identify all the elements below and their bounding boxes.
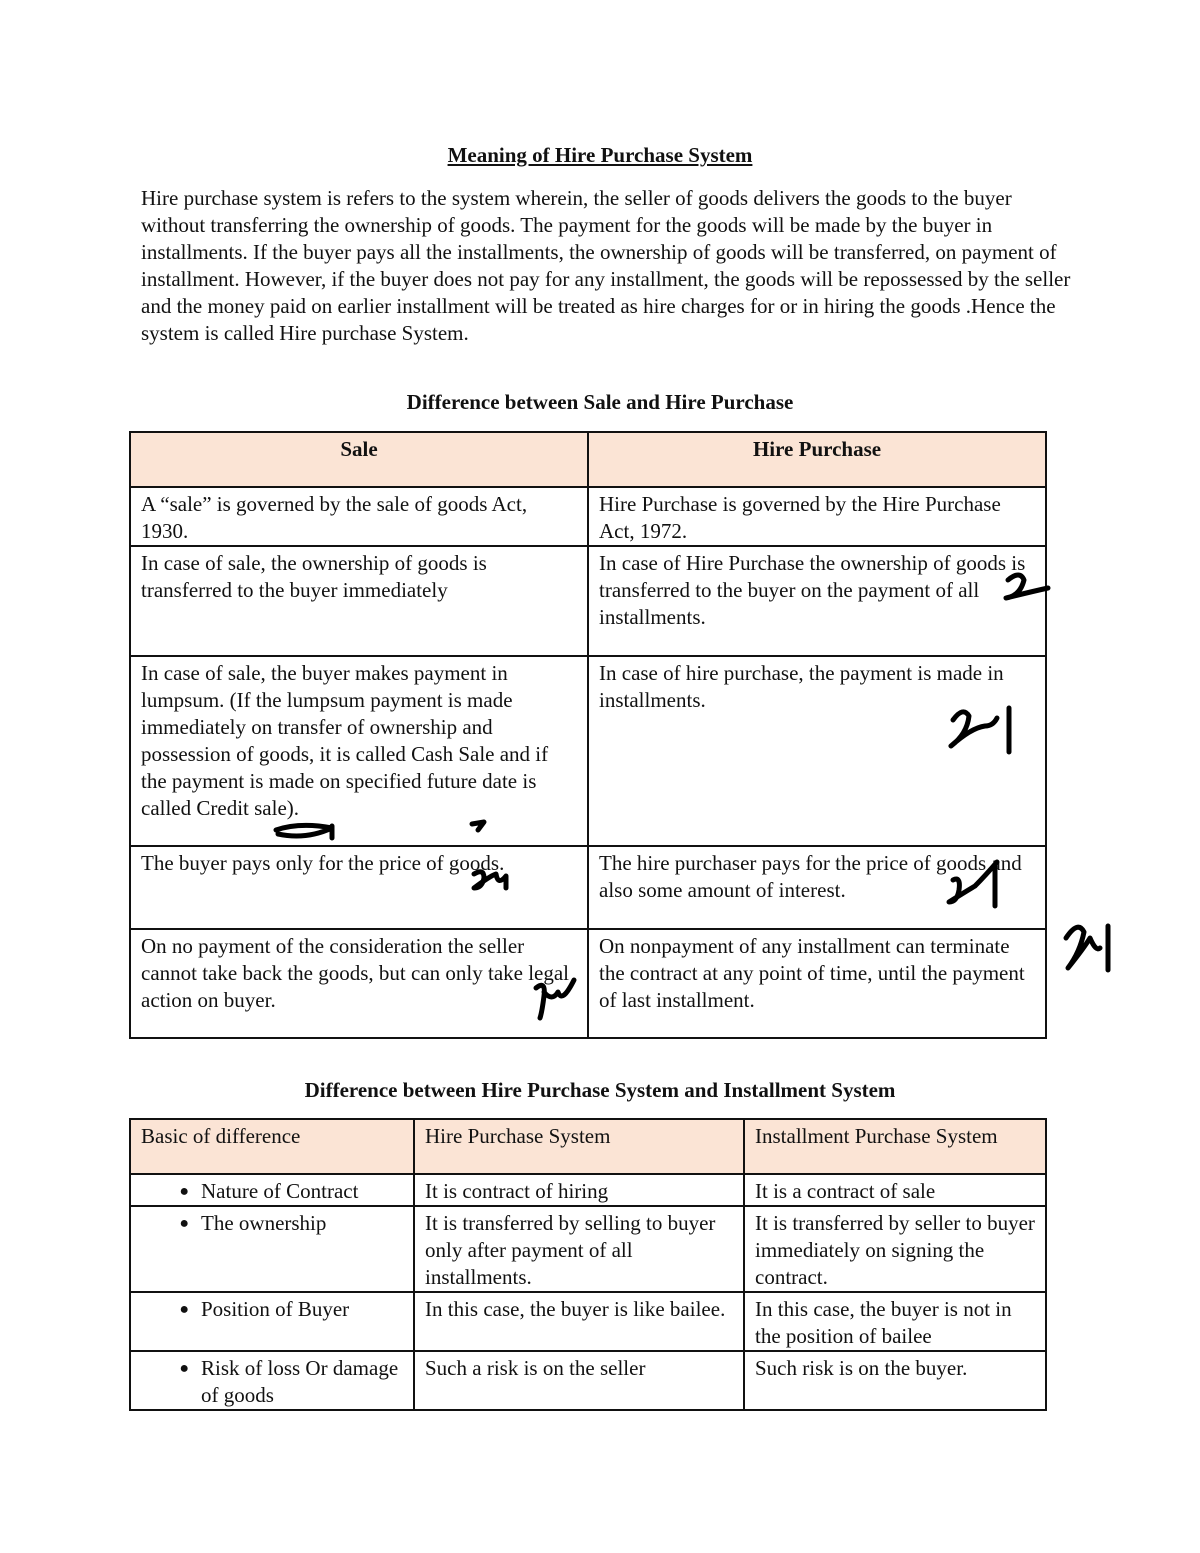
table-row [130, 1206, 1046, 1292]
table-row [130, 546, 1046, 656]
table-cell: It is transferred by seller to buyer immediately on signing the contract. [744, 1206, 1046, 1292]
header-basis: Basic of difference [130, 1119, 414, 1174]
table-cell: Such risk is on the buyer. [744, 1351, 1046, 1410]
table-row [130, 1351, 1046, 1410]
table-cell: Hire Purchase is governed by the Hire Purchase Act, 1972. [588, 487, 1046, 546]
table-header-row [130, 432, 1046, 487]
header-hire-purchase-system: Hire Purchase System [414, 1119, 744, 1174]
table-cell: The hire purchaser pays for the price of goods and also some amount of interest. [588, 846, 1046, 929]
handwritten-mark-icon [530, 972, 580, 1022]
page-title: Meaning of Hire Purchase System [447, 143, 753, 167]
table-cell: In case of hire purchase, the payment is made in installments. [588, 656, 1046, 846]
table-cell: On nonpayment of any installment can terminate the contract at any point of time, until the payment of last installment. [588, 929, 1046, 1038]
table-cell: In case of Hire Purchase the ownership of goods is transferred to the buyer on the payment of all installments. [588, 546, 1046, 656]
table-row [130, 929, 1046, 1038]
header-installment-system: Installment Purchase System [744, 1119, 1046, 1174]
table-row [130, 1174, 1046, 1206]
table-cell: It is a contract of sale [744, 1174, 1046, 1206]
table-cell: A “sale” is governed by the sale of goods Act, 1930. [130, 487, 588, 546]
header-hire-purchase: Hire Purchase [588, 432, 1046, 487]
basis-label: Nature of Contract [201, 1179, 359, 1203]
basis-label: Position of Buyer [201, 1297, 350, 1321]
table-row [130, 487, 1046, 546]
table-cell [130, 1174, 414, 1206]
bullet-icon: ● [179, 1215, 189, 1232]
table-cell: In this case, the buyer is not in the position of bailee [744, 1292, 1046, 1351]
sale-vs-hire-purchase-heading: Difference between Sale and Hire Purchase [406, 390, 794, 414]
table-row [130, 1292, 1046, 1351]
basis-label: Risk of loss Or damage of goods [201, 1356, 399, 1407]
table-header-row [130, 1119, 1046, 1174]
basis-label: The ownership [201, 1211, 327, 1235]
handwritten-mark-icon [470, 866, 515, 894]
handwritten-mark-icon [468, 816, 490, 834]
hire-purchase-vs-installment-heading: Difference between Hire Purchase System and Installment System [304, 1078, 896, 1102]
sale-vs-hire-purchase-table [129, 431, 1047, 1039]
table-cell: The buyer pays only for the price of goods. [130, 846, 588, 929]
table-cell: In case of sale, the buyer makes payment in lumpsum. (If the lumpsum payment is made immediately on transfer of ownership and possession of goods, it is called Cash Sale and if the payment is made on specified future date is called Credit sale). [130, 656, 588, 846]
table-row [130, 656, 1046, 846]
intro-paragraph: Hire purchase system is refers to the system wherein, the seller of goods delivers the goods to the buyer without transferring the ownership of goods. The payment for the goods will be made by the buyer in installments. If the buyer pays all the installments, the ownership of goods will be transferred, on payment of installment. However, if the buyer does not pay for any installment, the goods will be repossessed by the seller and the money paid on earlier installment will be treated as hire charges for or in hiring the goods .Hence the system is called Hire purchase System. [141, 186, 1071, 345]
handwritten-mark-icon [1060, 918, 1115, 973]
bullet-icon: ● [179, 1301, 189, 1318]
table-cell: It is transferred by selling to buyer only after payment of all installments. [414, 1206, 744, 1292]
bullet-icon: ● [179, 1183, 189, 1200]
table-cell [130, 1292, 414, 1351]
table-cell [130, 1351, 414, 1410]
table-cell: It is contract of hiring [414, 1174, 744, 1206]
table-cell [130, 1206, 414, 1292]
table-cell: In case of sale, the ownership of goods is transferred to the buyer immediately [130, 546, 588, 656]
table-cell: Such a risk is on the seller [414, 1351, 744, 1410]
bullet-icon: ● [179, 1360, 189, 1377]
table-row [130, 846, 1046, 929]
table-cell: In this case, the buyer is like bailee. [414, 1292, 744, 1351]
handwritten-mark-icon [1000, 568, 1055, 608]
hire-purchase-vs-installment-table [129, 1118, 1047, 1411]
handwritten-mark-icon [945, 700, 1015, 760]
table-cell: On no payment of the consideration the seller cannot take back the goods, but can only take legal action on buyer. [130, 929, 588, 1038]
handwritten-mark-icon [270, 820, 350, 842]
handwritten-mark-icon [945, 856, 1005, 911]
header-sale: Sale [130, 432, 588, 487]
